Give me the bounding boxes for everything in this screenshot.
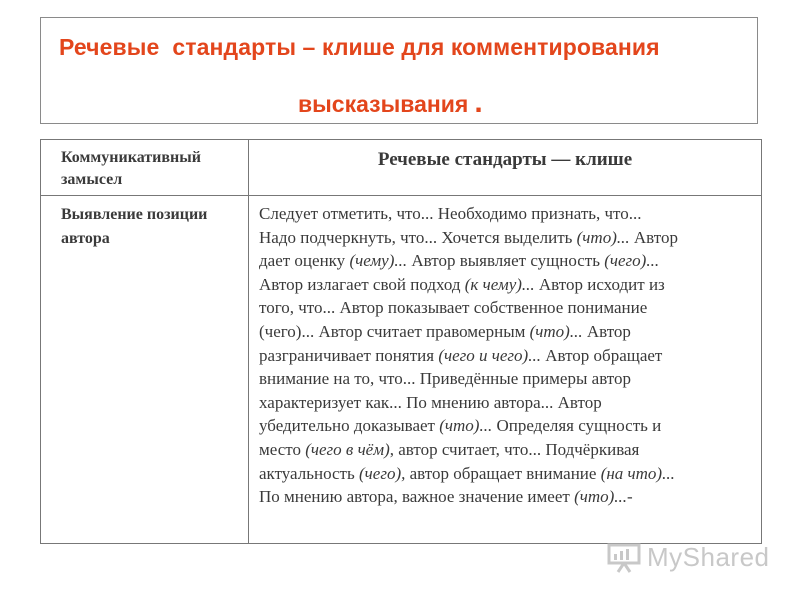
row-label-author-position: Выявление позиции автора — [61, 206, 208, 247]
cliche-text-segment: Автор выявляет сущность — [407, 251, 605, 271]
title-period-dot: . — [474, 86, 483, 119]
cliche-italic-hint: (чему)... — [349, 251, 408, 271]
title-box — [40, 17, 758, 124]
cliche-italic-hint: (что)... — [574, 487, 628, 507]
cliche-text-segment: автор обращает внимание — [405, 463, 601, 483]
cliche-text-segment: Автор — [582, 321, 631, 341]
cliche-italic-hint: (чего и чего)... — [438, 345, 541, 365]
cliche-italic-hint: (чего), — [359, 463, 406, 483]
cliche-text-segment: актуальность — [259, 463, 359, 483]
presentation-board-icon — [607, 542, 643, 574]
cliche-line — [259, 462, 759, 486]
myshared-watermark — [607, 540, 770, 576]
cliche-line — [259, 202, 759, 226]
cliche-table — [40, 139, 762, 544]
cliche-text-segment: разграничивает понятия — [259, 345, 439, 365]
cliche-text-segment: - — [627, 487, 633, 507]
cliche-phrases — [259, 202, 759, 509]
cliche-line — [259, 438, 759, 462]
cliche-italic-hint: (на что)... — [600, 463, 675, 483]
cliche-line — [259, 249, 759, 273]
cliche-text-segment: Надо подчеркнуть, что... Хочется выделить — [259, 227, 577, 247]
cliche-italic-hint: (чего)... — [604, 251, 660, 271]
cliche-line — [259, 414, 759, 438]
cliche-line — [259, 485, 759, 509]
cliche-text-segment: Следует отметить, что... Необходимо признать, что... — [259, 204, 642, 223]
cliche-line — [259, 296, 759, 320]
cliche-line — [259, 320, 759, 344]
cliche-italic-hint: (что)... — [529, 321, 583, 341]
page-title: Речевые стандарты – клише для комментирования — [59, 34, 660, 60]
cliche-line — [259, 391, 759, 415]
cliche-line — [259, 226, 759, 250]
cliche-text-segment: Автор излагает свой подход — [259, 274, 465, 294]
cliche-text-segment: Автор обращает — [540, 345, 663, 365]
cliche-text-segment: того, что... Автор показывает собственное понимание — [259, 298, 648, 318]
cliche-text-segment: , автор считает, что... Подчёркивая — [389, 439, 640, 459]
cliche-text-segment: характеризует как... По мнению автора... Автор — [259, 392, 602, 412]
header-divider — [41, 195, 761, 196]
column-divider — [248, 140, 249, 543]
cliche-text-segment: дает оценку — [259, 251, 350, 271]
header-communicative-intent: Коммуникативный замысел — [61, 149, 201, 188]
cliche-line — [259, 344, 759, 368]
cliche-text-segment: Определяя сущность и — [492, 416, 662, 436]
cliche-line — [259, 273, 759, 297]
cliche-italic-hint: (что)... — [439, 416, 493, 436]
header-speech-standards: Речевые стандарты — клише — [377, 149, 633, 170]
cliche-italic-hint: (к чему)... — [464, 274, 535, 294]
cliche-text-segment: место — [259, 439, 306, 459]
page-title-continued — [298, 86, 483, 120]
cliche-line — [259, 367, 759, 391]
cliche-text-segment: (чего)... Автор считает правомерным — [259, 321, 530, 341]
cliche-italic-hint: (чего в чём) — [305, 439, 390, 459]
watermark-text: MyShared — [647, 542, 770, 572]
cliche-text-segment: убедительно доказывает — [259, 416, 440, 436]
cliche-italic-hint: (что)... — [576, 227, 630, 247]
cliche-text-segment: Автор — [629, 227, 678, 247]
cliche-text-segment: По мнению автора, важное значение имеет — [259, 487, 575, 507]
cliche-text-segment: внимание на то, что... Приведённые примеры автор — [259, 369, 632, 389]
page-title-word: высказывания — [298, 91, 469, 117]
cliche-text-segment: Автор исходит из — [534, 274, 665, 294]
